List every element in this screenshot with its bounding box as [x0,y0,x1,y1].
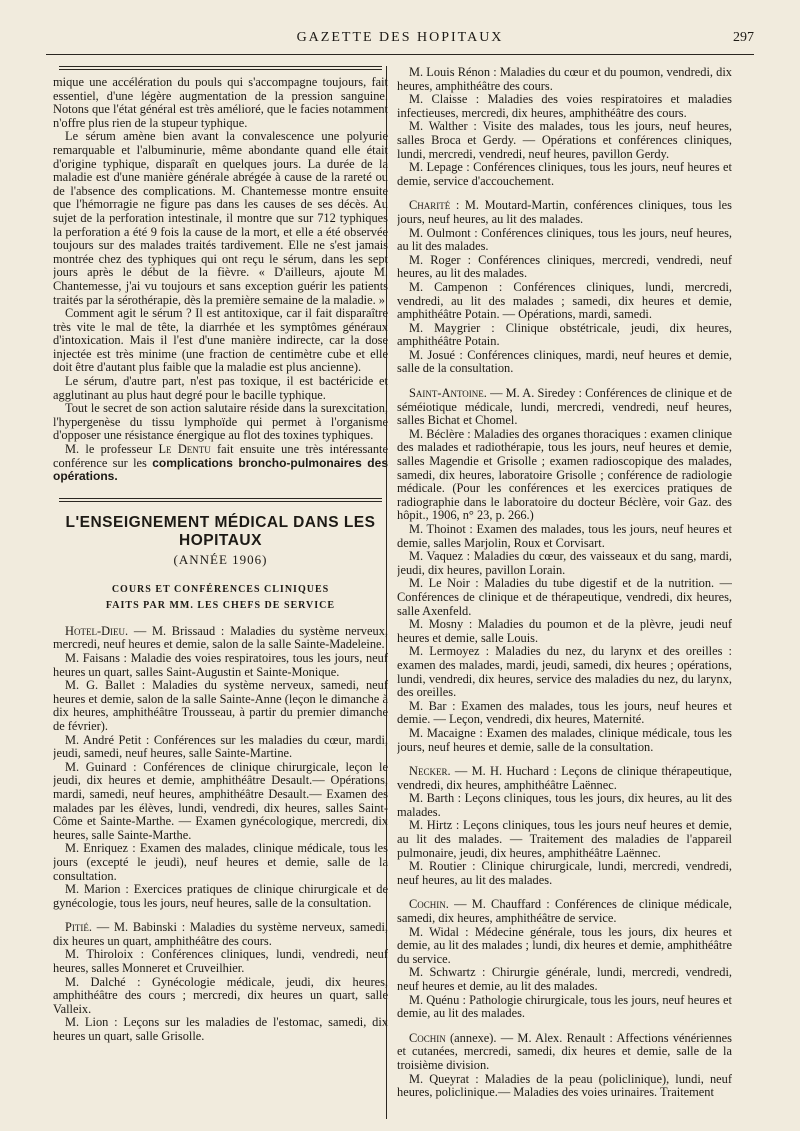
entry: M. Walther : Visite des malades, tous les jours, neuf heures, salles Broca et Gerdy. — Opérations et conférences cliniques, lundi, mercredi, vendredi, neuf heures, pavillon Gerdy. [397,119,732,161]
hospital-entry [397,1032,732,1073]
entry: M. Vaquez : Maladies du cœur, des vaisseaux et du sang, mardi, jeudi, dix heures, pavillon Lorain. [397,549,732,577]
entry: M. Dalché : Gynécologie médicale, jeudi, dix heures, amphithéâtre des cours ; mercredi, dix heures un quart, salle Valleix. [53,974,388,1016]
text-run: (annexe). — M. Alex. Renault : Affections vénériennes et cutanées, mercredi, samedi, dix heures et demie, salle de la troisième division. [397,1030,732,1072]
entry: M. Enriquez : Examen des malades, clinique médicale, tous les jours (excepté le jeudi), neuf heures et demie, salle de la consultation. [53,841,388,883]
article-subtitle: (ANNÉE 1906) [173,551,268,567]
hospital-entry [53,625,388,652]
double-rule [59,498,382,502]
entry: M. Le Noir : Maladies du tube digestif et de la nutrition. — Conférences de clinique et de thérapeutique, vendredi, dix heures, salle Axenfeld. [397,576,732,618]
entry: M. Maygrier : Clinique obstétricale, jeudi, dix heures, amphithéâtre Potain. [397,320,732,349]
entry: M. Thiroloix : Conférences cliniques, lundi, vendredi, neuf heures, salles Monneret et Cruveilhier. [53,947,388,976]
text-run: . — M. A. Siredey : Conférences de clinique et de séméiotique médicale, lundi, mercredi, vendredi, neuf heures, salles Bichat et Chomel. [397,386,732,428]
entry: M. Faisans : Maladie des voies respiratoires, tous les jours, neuf heures un quart, salles Saint-Augustin et Sainte-Monique. [53,651,388,679]
entry: M. André Petit : Conférences sur les maladies du cœur, mardi, jeudi, samedi, neuf heures, salle Sainte-Martine. [53,732,388,761]
page-header [46,22,754,62]
entry: M. Widal : Médecine générale, tous les jours, dix heures et demie, au lit des malades ; lundi, dix heures et demie, amphithéâtre du service. [397,924,732,966]
paragraph: mique une accélération du pouls qui s'accompagne toujours, fait essentiel, d'une légère augmentation de la pression sanguine. Notons que l'état général est très amélioré, que le facies notamment n'offre plus rien de la stupeur typhique. [53,75,388,130]
hospital-entry [397,199,732,226]
hospital-name: Hotel-Dieu [65,623,126,638]
entry: M. Louis Rénon : Maladies du cœur et du poumon, vendredi, dix heures, amphithéâtre des cours. [397,66,732,93]
hospital-name: Cochin [409,897,446,912]
hospital-entry [397,765,732,792]
hospital-entry [53,921,388,948]
text-run: . — M. H. Huchard : Leçons de clinique thérapeutique, vendredi, dix heures, amphithéâtre Laënnec. [397,764,732,792]
entry: M. Macaigne : Examen des malades, clinique médicale, tous les jours, neuf heures et demie, salle de la consultation. [397,725,732,754]
entry: M. Schwartz : Chirurgie générale, lundi, mercredi, vendredi, neuf heures et demie, au lit des malades. [397,965,732,993]
section-heading-line-1: COURS ET CONFÉRENCES CLINIQUES [111,583,330,595]
entry: M. Hirtz : Leçons cliniques, tous les jours neuf heures et demie, au lit des malades. — Traitement des maladies de l'appareil pulmonaire, jeudi, dix heures, amphithéâtre Laënnec. [397,818,732,860]
paragraph: Le sérum amène bien avant la convalescence une polyurie remarquable et l'albuminurie, même abondante quand elle était d'origine typhique, disparaît en quelques jours. La durée de la maladie est d'une manière générale abrégée à cause de la rareté ou de l'absence des complications. M. Chantemesse montre ensuite que l'hémorragie ne figure pas dans les causes de ses décès. Au sujet de la perforation intestinale, il montre que sur 712 typhiques la perforation a été 9 fois la cause de la mort, et elle a été observée toujours sur des malades traités tardivement. Elle ne s'est jamais montrée chez des typhiques qui ont reçu le sérum, dans les sept jours après le début de la fièvre. « D'ailleurs, ajoute M. Chantemesse, j'ai vu toujours et sans exception guérir les patients traités par la sérothérapie, dès la première semaine de la maladie. » [53,129,388,307]
entry: M. Lion : Leçons sur les maladies de l'estomac, samedi, dix heures un quart, salle Grisolle. [53,1015,388,1044]
entry: M. G. Ballet : Maladies du système nerveux, samedi, neuf heures et demie, salon de la salle Sainte-Anne (leçon le dimanche à dix heures, amphithéâtre Trousseau, à partir du premier dimanche de février). [53,678,388,733]
hospital-name: Cochin [409,1030,446,1045]
entry: M. Thoinot : Examen des malades, tous les jours, neuf heures et demie, salles Marjolin, Roux et Corvisart. [397,522,732,550]
paragraph [53,443,388,484]
entry: M. Queyrat : Maladies de la peau (policlinique), lundi, neuf heures, policlinique.— Maladies des voies urinaires. Traitement [397,1071,732,1100]
text-run: : M. Moutard-Martin, conférences cliniques, tous les jours, neuf heures, au lit des malades. [397,198,732,226]
section-heading [53,582,388,614]
paragraph: Tout le secret de son action salutaire réside dans la surexcitation, l'hypergenèse du tissu lymphoïde qui permet à l'organisme d'opposer une résistance énergique au flot des toxines typhiques. [53,401,388,443]
entry: M. Lermoyez : Maladies du nez, du larynx et des oreilles : examen des malades, mardi, jeudi, samedi, dix heures ; opérations, lundi, vendredi, dix heures, service des maladies du nez, du larynx, des oreilles. [397,644,732,700]
entry: M. Bar : Examen des malades, tous les jours, neuf heures et demie. — Leçon, vendredi, dix heures, Maternité. [397,698,732,727]
text-run: fait ensuite une très intéressante conférence sur les [53,442,388,470]
running-head: GAZETTE DES HOPITAUX [296,30,504,45]
text-run: . — M. Chauffard : Conférences de clinique médicale, samedi, dix heures, amphithéâtre de service. [397,897,732,926]
hospital-name: Pitié [65,920,89,935]
text-run: M. le professeur [65,442,159,457]
left-column [53,66,388,1119]
entry: M. Lepage : Conférences cliniques, tous les jours, neuf heures et demie, service d'accouchement. [397,160,732,188]
section-separator [53,498,388,502]
entry: M. Barth : Leçons cliniques, tous les jours, dix heures, au lit des malades. [397,791,732,819]
section-heading-line-2: FAITS PAR MM. LES CHEFS DE SERVICE [105,599,336,611]
entry: M. Routier : Clinique chirurgicale, lundi, mercredi, vendredi, neuf heures, au lit des malades. [397,859,732,887]
page-number: 297 [733,30,754,45]
bold-topic: complications broncho-pulmonaires des opérations. [53,455,388,484]
right-column [397,66,732,1119]
paragraph: Le sérum, d'autre part, n'est pas toxique, il est bactéricide et agglutinant au plus haut degré pour le bacille typhique. [53,374,388,402]
text-run: . — M. Brissaud : Maladies du système nerveux, mercredi, neuf heures et demie, salon de la salle Sainte-Madeleine. [53,623,388,652]
entry: M. Oulmont : Conférences cliniques, tous les jours, neuf heures, au lit des malades. [397,225,732,254]
entry: M. Josué : Conférences cliniques, mardi, neuf heures et demie, salle de la consultation. [397,347,732,376]
top-double-rule [59,66,382,70]
entry: M. Campenon : Conférences cliniques, lundi, mercredi, vendredi, au lit des malades ; samedi, dix heures et demie, amphithéâtre Potain. — Opérations, mardi, samedi. [397,279,732,322]
entry: M. Guinard : Conférences de clinique chirurgicale, leçon le jeudi, dix heures et demie, amphithéâtre Desault.— Opérations, mardi, samedi, neuf heures, amphithéâtre Desault.— Examen des malades par les élèves, lundi, vendredi, dix heures, salles Saint-Côme et Sainte-Marthe. — Examen gynécologique, mercredi, dix heures, salle Sainte-Marthe. [53,759,388,842]
entry: M. Marion : Exercices pratiques de clinique chirurgicale et de gynécologie, tous les jours, neuf heures, salle de la consultation. [53,882,388,910]
entry: M. Claisse : Maladies des voies respiratoires et maladies infectieuses, mercredi, dix heures, amphithéâtre des cours. [397,92,732,120]
entry: M. Roger : Conférences cliniques, mercredi, vendredi, neuf heures, au lit des malades. [397,252,732,281]
hospital-name: Charité [409,198,451,213]
author-name: Le Dentu [158,442,211,457]
text-run: . — M. Babinski : Maladies du système nerveux, samedi, dix heures un quart, amphithéâtre des cours. [53,920,388,948]
entry: M. Mosny : Maladies du poumon et de la plèvre, jeudi neuf heures et demie, salle Louis. [397,617,732,645]
hospital-name: Necker [409,764,448,779]
hospital-name: Saint-Antoine [409,386,484,401]
hospital-entry [397,898,732,925]
header-rule [46,54,754,55]
entry: M. Béclère : Maladies des organes thoraciques : examen clinique des malades et radiothérapie, tous les jours, neuf heures et demie, salles Magendie et Grisolle ; examen radioscopique des malades, samedi, dix heures, laboratoire Grisolle ; conférence de radiologie médicale. (Pour les conférences et les exercices pratiques de radiographie dans le laboratoire du docteur Béclère, voir Gaz. des hôpit., 1906, n° 23, p. 266.) [397,426,732,523]
hospital-entry [397,387,732,428]
entry: M. Quénu : Pathologie chirurgicale, tous les jours, neuf heures et demie, au lit des malades. [397,992,732,1021]
paragraph: Comment agit le sérum ? Il est antitoxique, car il fait disparaître très vite le mal de tête, la diarrhée et les symptômes généraux d'intoxication. Mais il l'est d'une manière indirecte, car la dose injectée est très minime (une fraction de centimètre cube et elle doit être d'autant plus faible que la maladie est plus ancienne). [53,306,388,375]
article-title: L'ENSEIGNEMENT MÉDICAL DANS LES HOPITAUX [65,513,376,549]
